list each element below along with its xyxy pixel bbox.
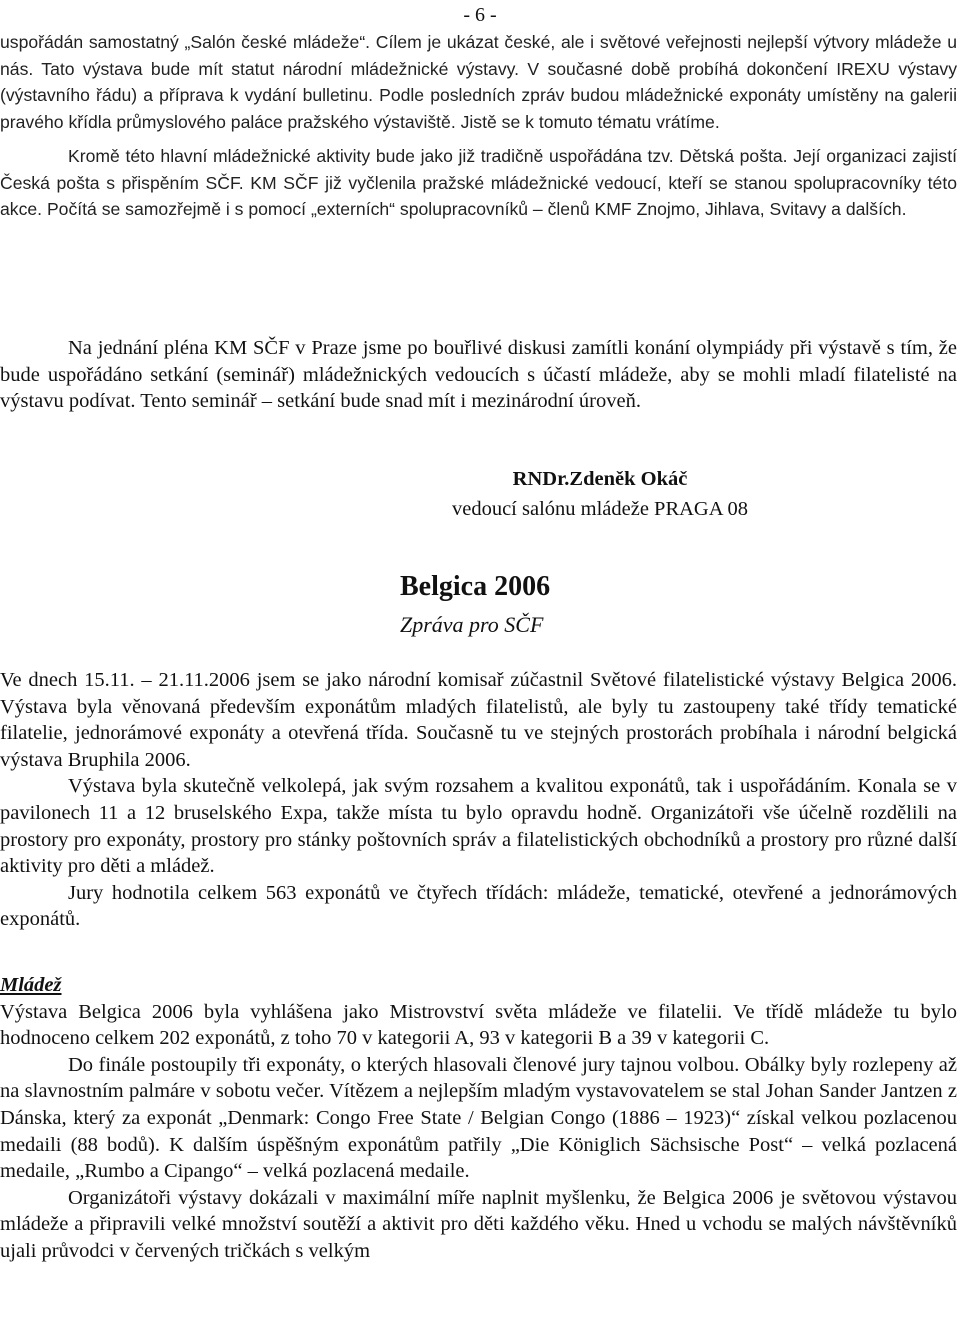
report-paragraph-1: Ve dnech 15.11. – 21.11.2006 jsem se jako národní komisař zúčastnil Světové filatelistické výstavy Belgica 2006. Výstava byla věnovaná především exponátům mladých filatelistů, ale byly tu zastoupeny také třídy tematické filatelie, jednorámové exponáty a otevřená třída. Současně tu ve stejných prostorách probíhala i národní belgická výstava Bruphila 2006. — [0, 669, 957, 771]
youth-paragraph-3: Organizátoři výstavy dokázali v maximální míře naplnit myšlenku, že Belgica 2006 je světovou výstavou mládeže a připravili velké množství soutěží a aktivit pro děti každého věku. Hned u vchodu se malých návštěvníků ujali průvodci v červených tričkách s velkým — [0, 1186, 957, 1262]
signature-name: RNDr.Zdeněk Okáč — [512, 468, 688, 490]
youth-section — [0, 972, 957, 1265]
youth-paragraph-1: Výstava Belgica 2006 byla vyhlášena jako Mistrovství světa mládeže ve filatelii. Ve třídě mládeže tu bylo hodnoceno celkem 202 exponátů, z toho 70 v kategorii A, 93 v kategorii B a 39 v kategorii C. — [0, 1000, 957, 1050]
report-section — [0, 667, 957, 933]
report-paragraph-2: Výstava byla skutečně velkolepá, jak svým rozsahem a kvalitou exponátů, tak i uspořádáním. Konala se v pavilonech 11 a 12 bruselského Expa, takže místa tu bylo opravdu hodně. Organizátoři vše účelně rozdělili na prostory pro exponáty, prostory pro stánky poštovních správ a filatelistických obchodníků a prostory pro různé další aktivity pro děti a mládež. — [0, 775, 957, 878]
youth-paragraph-2: Do finále postoupily tři exponáty, o kterých hlasovali členové jury tajnou volbou. Obálky byly rozlepeny až na slavnostním palmáre v sobotu večer. Vítězem a nejlepším mladým vystavovatelem se stal Johan Sander Jantzen z Dánska, který za exponát „Denmark: Congo Free State / Belgian Congo (1886 – 1923)“ získal velkou pozlacenou medaili (88 bodů). K dalším úspěšným exponátům patřily „Die Königlich Sächsische Post“ – velká pozlacená medaile, „Rumbo a Cipango“ – velká pozlacená medaile. — [0, 1053, 957, 1183]
report-subtitle: Zpráva pro SČF — [400, 612, 544, 637]
report-paragraph-3: Jury hodnotila celkem 563 exponátů ve čtyřech třídách: mládeže, tematické, otevřené a jednorámových exponátů. — [0, 881, 957, 931]
report-title: Belgica 2006 — [400, 571, 551, 602]
intro-section — [0, 29, 957, 223]
signature-role: vedoucí salónu mládeže PRAGA 08 — [451, 497, 749, 520]
youth-heading: Mládež — [0, 974, 62, 996]
intro-paragraph-1: uspořádán samostatný „Salón české mládeže“. Cílem je ukázat české, ale i světové veřejnosti nejlepší výtvory mládeže u nás. Tato výstava bude mít statut národní mládežnické výstavy. V současné době probíhá dokončení IREXU výstavy (výstavního řádu) a příprava k vydání bulletinu. Podle posledních zpráv budou mládežnické exponáty umístěny na galerii pravého křídla průmyslového paláce pražského výstaviště. Jistě se k tomuto tématu vrátíme. — [0, 32, 957, 132]
intro-paragraph-2: Kromě této hlavní mládežnické aktivity bude jako již tradičně uspořádána tzv. Dětská pošta. Její organizaci zajistí Česká pošta s přispěním SČF. KM SČF již vyčlenila pražské mládežnické vedoucí, kteří se stanou spolupracovníky této akce. Počítá se samozřejmě i s pomocí „externích“ spolupracovníků – členů KMF Znojmo, Jihlava, Svitavy a dalších. — [0, 146, 957, 219]
page-number: - 6 - — [463, 4, 497, 26]
signature — [0, 466, 960, 522]
plenary-section — [0, 335, 957, 415]
plenary-paragraph: Na jednání pléna KM SČF v Praze jsme po bouřlivé diskusi zamítli konání olympiády při výstavě s tím, že bude uspořádáno setkání (seminář) mládežnických vedoucích s účastí mládeže, aby se mohli mladí filatelisté na výstavu podívat. Tento seminář – setkání bude snad mít i mezinárodní úroveň. — [0, 337, 957, 413]
